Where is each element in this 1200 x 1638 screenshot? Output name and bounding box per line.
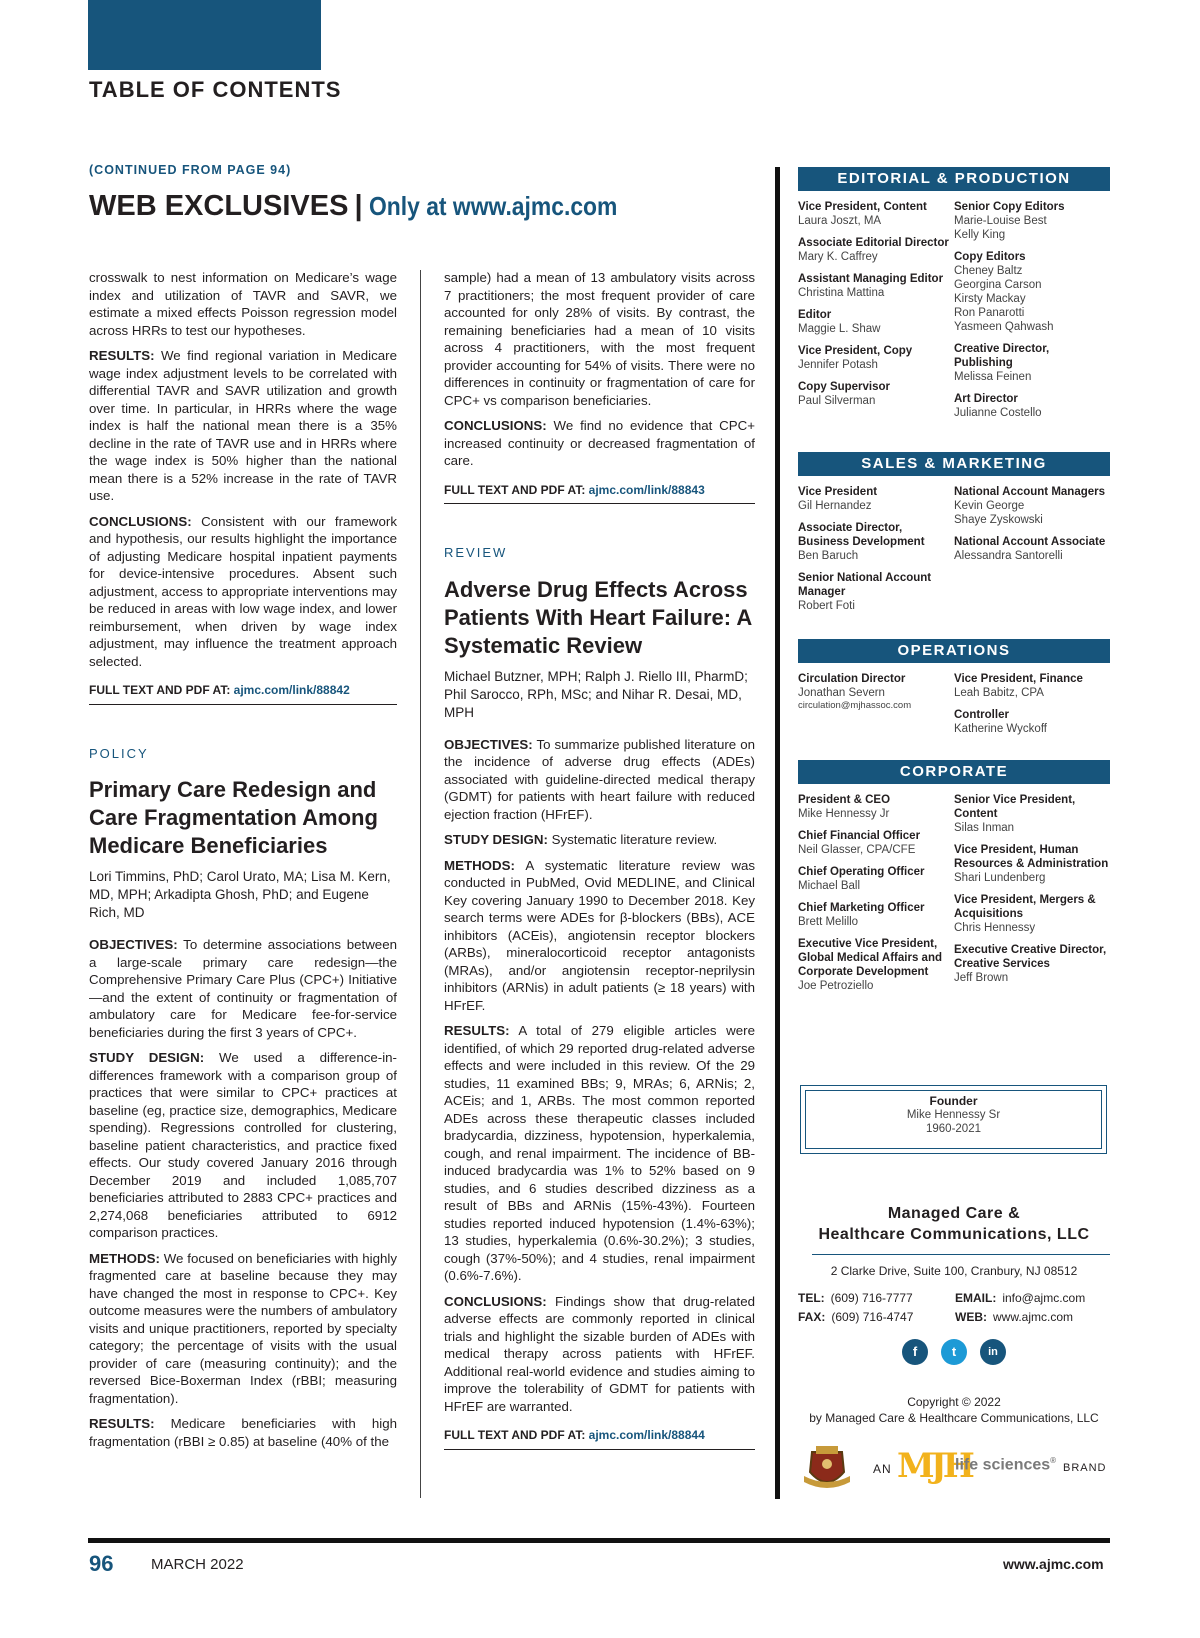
masthead-person: Mike Hennessy Jr xyxy=(798,808,890,820)
masthead-person: Shari Lundenberg xyxy=(954,872,1046,884)
paragraph xyxy=(444,736,755,824)
masthead-role: National Account Managers xyxy=(954,486,1106,498)
masthead-role: Executive Creative Director, Creative Services xyxy=(954,944,1107,970)
masthead-heading: EDITORIAL & PRODUCTION xyxy=(798,167,1110,191)
brand-label: BRAND xyxy=(1063,1462,1107,1474)
fax-value: (609) 716-4747 xyxy=(831,1310,914,1324)
masthead-role: Senior National Account Manager xyxy=(798,572,932,598)
fulltext-link[interactable]: ajmc.com/link/88842 xyxy=(233,683,350,697)
masthead-person: Joe Petroziello xyxy=(798,980,874,992)
masthead-entry xyxy=(798,308,954,336)
masthead-grid xyxy=(798,485,1110,621)
text: A total of 279 eligible articles were identified, of which 29 reported drug-related adverse effects and were included in this review. Of the 29 studies, 11 examined BBs; 9, MRAs; 6, ARNis; 2, ACEis; and 1, ARBs. The most common reported ADEs across these therapeutic classes included bradycardia, dizziness, hypotension, hyperkalemia, cough, and renal impairment. The incidence of BB-induced bradycardia was 1% to 52% based on 9 studies, and 6 studies described dizziness as a result of BBs and ARNis (15%-43%). Fourteen studies reported induced hypotension (1.4%-63%); 13 studies, hyperkalemia (0.6%-30.2%); 3 studies, cough (37%-50%); and 4 studies, renal impairment (0.6%-7.6%). xyxy=(444,1023,755,1283)
tel-value: (609) 716-7777 xyxy=(830,1291,913,1305)
footer-site[interactable]: www.ajmc.com xyxy=(1003,1556,1104,1572)
company-seal-icon xyxy=(802,1442,852,1494)
masthead-role: Senior Copy Editors xyxy=(954,201,1065,213)
masthead-person: Kevin George xyxy=(954,500,1025,512)
founder-inner-border xyxy=(805,1090,1102,1149)
masthead-entry xyxy=(798,521,954,563)
masthead-role: Vice President xyxy=(798,486,878,498)
masthead-role: Art Director xyxy=(954,393,1018,405)
fulltext-label: FULL TEXT AND PDF AT: xyxy=(89,683,231,697)
label: RESULTS: xyxy=(89,348,155,363)
masthead-entry xyxy=(798,793,954,821)
paragraph xyxy=(89,513,397,671)
text: We find no evidence that CPC+ increased continuity or decreased fragmentation of care. xyxy=(444,418,755,468)
email-label: EMAIL: xyxy=(955,1291,997,1305)
paragraph: crosswalk to nest information on Medicare’s wage index and utilization of TAVR and SAVR, we estimate a mixed effects Poisson regression model across HRRs to test our hypotheses. xyxy=(89,270,397,338)
page-title xyxy=(89,190,651,223)
column-divider xyxy=(420,270,421,1498)
article-authors: Lori Timmins, PhD; Carol Urato, MA; Lisa M. Kern, MD, MPH; Arkadipta Ghosh, PhD; and Eugene Rich, MD xyxy=(89,869,391,920)
masthead-person: Chris Hennessy xyxy=(954,922,1036,934)
page-title-main: WEB EXCLUSIVES xyxy=(89,190,349,222)
text: We focused on beneficiaries with highly fragmented care at baseline because they may have changed the most in response to CPC+. Key outcome measures were the numbers of ambulatory visits and unique practitioners, reported by specialty category; the percentage of visits with the usual provider of care (measuring continuity); and the reversed Bice-Boxerman Index (rBBI; measuring fragmentation). xyxy=(89,1250,397,1406)
registered-mark: ® xyxy=(1050,1456,1057,1465)
masthead-col xyxy=(954,485,1110,621)
masthead-person: Marie-Louise Best xyxy=(954,215,1047,227)
masthead-role: Copy Supervisor xyxy=(798,381,891,393)
masthead-role: Chief Operating Officer xyxy=(798,866,925,878)
masthead-role: President & CEO xyxy=(798,794,891,806)
masthead-entry xyxy=(954,250,1110,334)
masthead-role: Chief Financial Officer xyxy=(798,830,921,842)
page-title-sub[interactable]: Only at www.ajmc.com xyxy=(368,191,617,221)
masthead-person: Alessandra Santorelli xyxy=(954,550,1063,562)
masthead-person: Melissa Feinen xyxy=(954,371,1032,383)
masthead-sales xyxy=(798,452,1110,621)
fax-line xyxy=(798,1310,913,1324)
life-sciences-wordmark xyxy=(955,1456,1056,1474)
masthead-person: Michael Ball xyxy=(798,880,860,892)
paragraph xyxy=(444,417,755,470)
founder-years: 1960-2021 xyxy=(926,1123,981,1135)
masthead-person: Cheney Baltz xyxy=(954,265,1023,277)
twitter-icon[interactable]: t xyxy=(941,1339,967,1365)
masthead-role: Copy Editors xyxy=(954,251,1026,263)
masthead-corporate xyxy=(798,760,1110,1001)
paragraph xyxy=(444,1293,755,1416)
label: METHODS: xyxy=(444,857,515,873)
fax-label: FAX: xyxy=(798,1310,826,1324)
masthead-role: Editor xyxy=(798,309,832,321)
paragraph xyxy=(444,857,755,1015)
article-title: Adverse Drug Effects Across Patients With Heart Failure: A Systematic Review xyxy=(444,576,752,658)
masthead-heading: SALES & MARKETING xyxy=(798,452,1110,476)
text: Medicare beneficiaries with high fragmentation (rBBI ≥ 0.85) at baseline (40% of the xyxy=(89,1416,397,1449)
masthead-grid xyxy=(798,200,1110,428)
copyright-line-1: Copyright © 2022 xyxy=(907,1395,1001,1409)
masthead-entry xyxy=(798,236,954,264)
founder-name: Mike Hennessy Sr xyxy=(906,1109,1001,1121)
masthead-role: Vice President, Mergers & Acquisitions xyxy=(954,894,1096,920)
tel-label: TEL: xyxy=(798,1291,825,1305)
masthead-person: Robert Foti xyxy=(798,600,855,612)
article-authors: Michael Butzner, MPH; Ralph J. Riello III, PharmD; Phil Sarocco, RPh, MSc; and Nihar R. Desai, MD, MPH xyxy=(444,668,748,720)
masthead-col xyxy=(798,672,954,744)
masthead-entry xyxy=(798,485,954,513)
life-sciences-text: life sciences xyxy=(955,1456,1051,1474)
masthead-role: Chief Marketing Officer xyxy=(798,902,925,914)
masthead-entry xyxy=(954,392,1110,420)
paragraph: sample) had a mean of 13 ambulatory visits across 7 practitioners; the most frequent provider of care accounted for only 28% of visits. By contrast, the remaining beneficiaries had a mean of 10 visits across 4 practitioners, with the most frequent provider accounting for 54% of visits. There were no differences in continuity or fragmentation of care for CPC+ vs comparison beneficiaries. xyxy=(444,270,755,408)
masthead-role: Circulation Director xyxy=(798,673,906,685)
masthead-entry xyxy=(954,893,1110,935)
masthead-person: Neil Glasser, CPA/CFE xyxy=(798,844,916,856)
masthead-entry xyxy=(798,344,954,372)
facebook-icon[interactable]: f xyxy=(902,1339,928,1365)
label: STUDY DESIGN: xyxy=(444,832,548,847)
masthead-entry xyxy=(798,937,954,993)
paragraph xyxy=(89,1250,397,1408)
masthead xyxy=(798,167,1110,1001)
company-address: 2 Clarke Drive, Suite 100, Cranbury, NJ 08512 xyxy=(830,1264,1078,1278)
text: Systematic literature review. xyxy=(551,832,718,847)
masthead-role: Creative Director, Publishing xyxy=(954,343,1050,369)
masthead-role: Vice President, Finance xyxy=(954,673,1083,685)
masthead-entry xyxy=(954,943,1110,985)
masthead-role: Vice President, Content xyxy=(798,201,927,213)
email-value[interactable]: info@ajmc.com xyxy=(1002,1291,1086,1305)
web-value[interactable]: www.ajmc.com xyxy=(993,1310,1074,1324)
paragraph xyxy=(444,831,755,849)
masthead-entry xyxy=(954,485,1110,527)
masthead-email[interactable]: circulation@mjhassoc.com xyxy=(798,700,912,711)
article-column-1 xyxy=(89,269,397,1458)
masthead-col xyxy=(954,793,1110,1001)
masthead-role: Executive Vice President, Global Medical Affairs and Corporate Development xyxy=(798,938,942,978)
masthead-entry xyxy=(954,672,1110,700)
text: We find regional variation in Medicare wage index adjustment levels to be correlated with differential TAVR and SAVR utilization and growth over time. In particular, in HRRs where the wage index is half the national mean there is a 35% decline in the rate of TAVR use and in HRRs where the wage index is 50% higher than the national mean there is a 52% increase in the rate of TAVR use. xyxy=(89,348,397,503)
masthead-person: Yasmeen Qahwash xyxy=(954,321,1054,333)
continued-note: (CONTINUED FROM PAGE 94) xyxy=(89,163,292,177)
masthead-entry xyxy=(798,380,954,408)
masthead-person: Kelly King xyxy=(954,229,1006,241)
masthead-person: Ben Baruch xyxy=(798,550,859,562)
masthead-person: Katherine Wyckoff xyxy=(954,723,1048,735)
masthead-person: Gil Hernandez xyxy=(798,500,872,512)
masthead-entry xyxy=(798,272,954,300)
masthead-person: Brett Melillo xyxy=(798,916,859,928)
masthead-entry xyxy=(954,793,1110,835)
text: Consistent with our framework and hypothesis, our results highlight the importance of adjusting Medicare hospital inpatient payments for device-intensive procedures. Absent such adjustment, access to appropriate interventions may be reduced in areas with low wage index, and lower reimbursement, when driven by wage index adjustment, may influence the treatment approach selected. xyxy=(89,513,397,669)
mjh-logo: MJH xyxy=(897,1446,971,1486)
section-tag: REVIEW xyxy=(444,545,508,560)
label: CONCLUSIONS: xyxy=(444,418,547,433)
masthead-entry xyxy=(798,200,954,228)
masthead-col xyxy=(954,200,1110,428)
masthead-col xyxy=(798,793,954,1001)
masthead-person: Mary K. Caffrey xyxy=(798,251,878,263)
masthead-col xyxy=(798,485,954,621)
masthead-person: Jeff Brown xyxy=(954,972,1009,984)
masthead-role: Senior Vice President, Content xyxy=(954,794,1076,820)
founder-box xyxy=(800,1085,1107,1154)
fulltext-link[interactable]: ajmc.com/link/88844 xyxy=(588,1428,705,1442)
tel-line xyxy=(798,1291,913,1305)
company-rule xyxy=(812,1254,1110,1255)
article-title: Primary Care Redesign and Care Fragmentation Among Medicare Beneficiaries xyxy=(89,777,378,858)
label: STUDY DESIGN: xyxy=(89,1050,205,1065)
masthead-person: Jonathan Severn xyxy=(798,687,885,699)
masthead-entry xyxy=(798,865,954,893)
paragraph xyxy=(444,1022,755,1285)
masthead-person: Shaye Zyskowski xyxy=(954,514,1043,526)
masthead-entry xyxy=(798,901,954,929)
masthead-person: Julianne Costello xyxy=(954,407,1042,419)
paragraph xyxy=(89,936,397,1041)
company-name xyxy=(798,1203,1110,1245)
header-color-block xyxy=(88,0,321,70)
label: RESULTS: xyxy=(444,1023,510,1038)
fulltext-link[interactable]: ajmc.com/link/88843 xyxy=(588,482,705,497)
masthead-person: Leah Babitz, CPA xyxy=(954,687,1044,699)
masthead-editorial xyxy=(798,167,1110,428)
masthead-heading: OPERATIONS xyxy=(798,639,1110,663)
masthead-operations xyxy=(798,639,1110,744)
title-separator: | xyxy=(354,190,363,222)
web-label: WEB: xyxy=(955,1310,987,1324)
email-line xyxy=(955,1291,1085,1305)
masthead-col xyxy=(954,672,1110,744)
paragraph xyxy=(89,347,397,505)
masthead-entry xyxy=(954,535,1110,563)
masthead-heading: CORPORATE xyxy=(798,760,1110,784)
article-column-2 xyxy=(444,269,755,1450)
masthead-person: Ron Panarotti xyxy=(954,307,1025,319)
masthead-person: Maggie L. Shaw xyxy=(798,323,881,335)
page-number: 96 xyxy=(89,1551,114,1576)
label: CONCLUSIONS: xyxy=(444,1293,547,1309)
section-label: TABLE OF CONTENTS xyxy=(89,77,342,102)
masthead-entry xyxy=(798,829,954,857)
text: A systematic literature review was conducted in PubMed, Ovid MEDLINE, and Clinical Key covering January 1990 to December 2018. Key search terms were ADEs for β-blockers (BBs), ACE inhibitors (ACEis), angiotensin receptor blockers (ARBs), mineralocorticoid receptor antagonists (MRAs), and/or angiotensin receptor-neprilysin inhibitors (ARNis) in adult patients (≥ 18 years) with HFrEF. xyxy=(444,857,755,1013)
masthead-role: National Account Associate xyxy=(954,536,1106,548)
masthead-entry xyxy=(954,342,1110,384)
masthead-person: Paul Silverman xyxy=(798,395,876,407)
fulltext-label: FULL TEXT AND PDF AT: xyxy=(444,482,586,497)
label: OBJECTIVES: xyxy=(89,937,178,952)
masthead-role: Controller xyxy=(954,709,1009,721)
copyright-line-2: by Managed Care & Healthcare Communications, LLC xyxy=(809,1411,1099,1425)
company-line-2: Healthcare Communications, LLC xyxy=(818,1226,1090,1243)
masthead-role: Associate Director, Business Development xyxy=(798,522,925,548)
masthead-col xyxy=(798,200,954,428)
text: We used a difference-in-differences framework with a comparison group of practices that were similar to CPC+ practices at baseline (eg, practice size, demographics, Medicare spending). Regressions controlled for clustering, baseline patient characteristics, and practice fixed effects. Our study covered January 2016 through December 2019 and included 1,085,707 beneficiaries attributed to 2883 CPC+ practices and 2,274,068 beneficiaries attributed to 6912 comparison practices. xyxy=(89,1050,397,1240)
masthead-grid xyxy=(798,793,1110,1001)
brand-an: AN xyxy=(873,1462,892,1476)
masthead-role: Vice President, Human Resources & Administration xyxy=(954,844,1109,870)
issue-date: MARCH 2022 xyxy=(151,1556,244,1573)
label: RESULTS: xyxy=(89,1416,155,1431)
founder-title: Founder xyxy=(929,1094,978,1108)
section-tag: POLICY xyxy=(89,745,149,761)
text: Findings show that drug-related adverse effects are commonly reported in clinical trials and highlight the sizable burden of ADEs with medical therapy across patients with HFrEF. Additional real-world evidence and studies aiming to improve the tolerability of GDMT for patients with HFrEF are warranted. xyxy=(444,1293,755,1414)
masthead-grid xyxy=(798,672,1110,744)
masthead-person: Jennifer Potash xyxy=(798,359,878,371)
label: OBJECTIVES: xyxy=(444,736,533,752)
text: To determine associations between a large-scale primary care redesign—the Comprehensive Primary Care Plus (CPC+) Initiative—and the extent of continuity or fragmentation of ambulatory care for Medicare fee-for-service beneficiaries during the first 3 years of CPC+. xyxy=(89,937,397,1040)
label: METHODS: xyxy=(89,1250,160,1266)
linkedin-icon[interactable]: in xyxy=(980,1339,1006,1365)
copyright xyxy=(798,1394,1110,1426)
masthead-person: Kirsty Mackay xyxy=(954,293,1026,305)
fulltext-label: FULL TEXT AND PDF AT: xyxy=(444,1428,586,1442)
masthead-entry xyxy=(798,571,954,613)
masthead-person: Christina Mattina xyxy=(798,287,885,299)
masthead-person: Georgina Carson xyxy=(954,279,1042,291)
footer-rule xyxy=(88,1538,1110,1543)
masthead-role: Associate Editorial Director xyxy=(798,237,949,249)
masthead-person: Laura Joszt, MA xyxy=(798,215,882,227)
paragraph xyxy=(89,1415,397,1450)
fulltext-line xyxy=(89,682,397,705)
masthead-entry xyxy=(954,843,1110,885)
label: CONCLUSIONS: xyxy=(89,513,192,529)
text: To summarize published literature on the incidence of adverse drug effects (ADEs) associated with guideline-directed medical therapy (GDMT) for patients with heart failure with reduced ejection fraction (HFrEF). xyxy=(444,736,755,822)
masthead-role: Assistant Managing Editor xyxy=(798,273,944,285)
masthead-rule xyxy=(775,167,780,1499)
masthead-person: Silas Inman xyxy=(954,822,1015,834)
masthead-entry xyxy=(954,200,1110,242)
masthead-entry xyxy=(798,672,954,711)
fulltext-line xyxy=(444,1427,755,1450)
web-line xyxy=(955,1310,1073,1324)
masthead-role: Vice President, Copy xyxy=(798,345,913,357)
company-line-1: Managed Care & xyxy=(887,1205,1021,1222)
masthead-entry xyxy=(954,708,1110,736)
fulltext-line xyxy=(444,482,755,505)
paragraph xyxy=(89,1049,397,1242)
